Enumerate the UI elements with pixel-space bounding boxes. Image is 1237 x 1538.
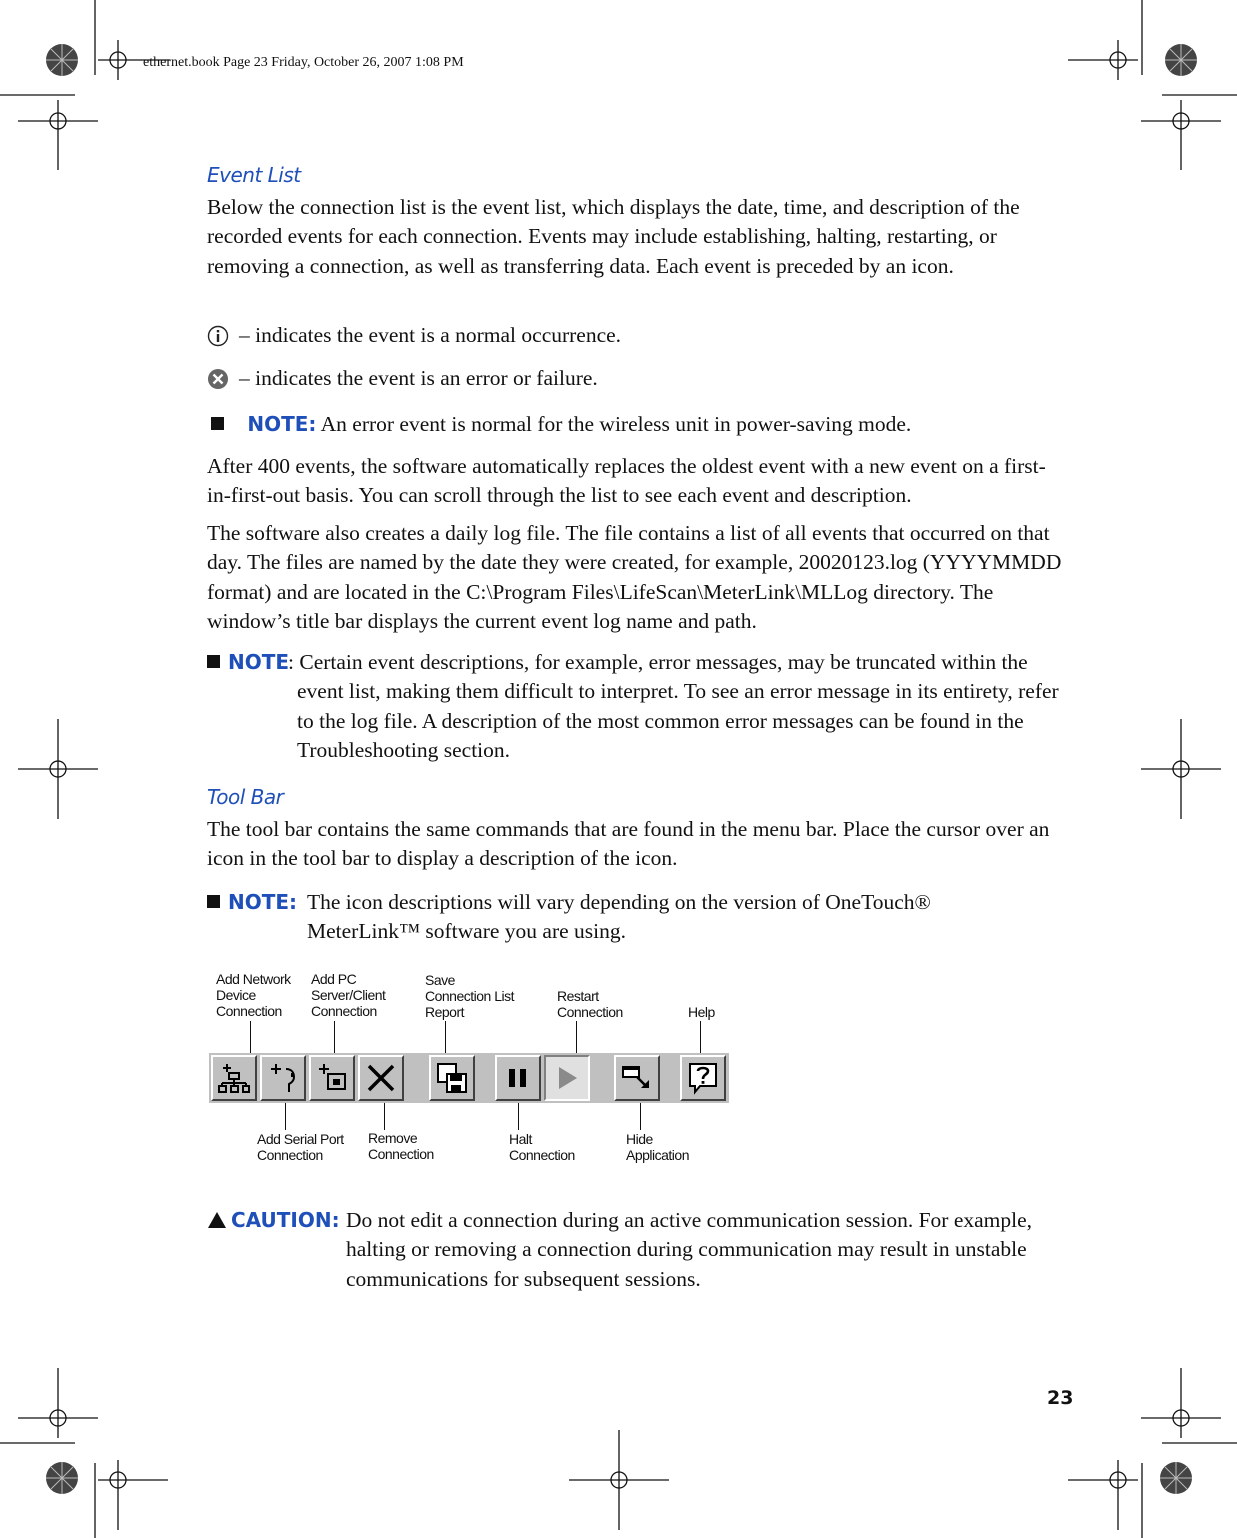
serial-port-icon	[266, 1061, 300, 1095]
restart-connection-button[interactable]	[544, 1055, 590, 1101]
save-connection-list-button[interactable]	[429, 1055, 475, 1101]
info-event-legend	[207, 323, 621, 348]
info-event-text: – indicates the event is a normal occurrence.	[239, 323, 622, 347]
log-file-paragraph: The software also creates a daily log file. The file contains a list of all events that occurred on that day. The files are named by the date they were created, for example, 20020123.log (YYYYMMDD format) and are located in the C:\Program Files\LifeScan\MeterLink\MLLog directory. The window’s title bar displays the current event log name and path.	[207, 521, 1062, 633]
note-power-saving	[211, 410, 911, 439]
running-head: ethernet.book Page 23 Friday, October 26, 2007 1:08 PM	[143, 55, 464, 70]
label-add-network: Add Network Device Connection	[216, 971, 291, 1019]
leader-line	[700, 1021, 701, 1053]
note-text: An error event is normal for the wireless unit in power-saving mode.	[320, 412, 912, 436]
error-icon	[207, 368, 229, 390]
help-button[interactable]	[680, 1055, 726, 1101]
hide-window-icon	[620, 1061, 654, 1095]
caution-label: CAUTION:	[231, 1208, 340, 1232]
halt-connection-button[interactable]	[495, 1055, 541, 1101]
event-list-intro: Below the connection list is the event list, which displays the date, time, and description of the recorded events for each connection. Events may include establishing, halting, restarting, or removing a connection, as well as transferring data. Each event is preceded by an icon.	[207, 195, 1020, 278]
label-add-pc: Add PC Server/Client Connection	[311, 971, 386, 1019]
event-list-heading: Event List	[207, 163, 301, 187]
tool-bar-intro: The tool bar contains the same commands that are found in the menu bar. Place the cursor over an icon in the tool bar to display a description of the icon.	[207, 817, 1050, 871]
note-versions-label	[207, 888, 297, 917]
toolbar	[209, 1053, 729, 1103]
page-number: 23	[1047, 1387, 1074, 1409]
leader-line	[445, 1021, 446, 1053]
label-add-serial: Add Serial Port Connection	[257, 1131, 344, 1163]
label-save: Save Connection List Report	[425, 972, 515, 1020]
label-hide: Hide Application	[626, 1131, 689, 1163]
leader-line	[384, 1103, 385, 1130]
leader-line	[250, 1021, 251, 1053]
label-halt: Halt Connection	[509, 1131, 575, 1163]
note-truncated-label	[207, 648, 289, 677]
label-help: Help	[688, 1004, 715, 1020]
help-question-icon	[686, 1061, 720, 1095]
note-label: NOTE:	[228, 890, 298, 914]
remove-connection-button[interactable]	[358, 1055, 404, 1101]
caution-text: Do not edit a connection during an active communication session. For example, halting or removing a connection during communication may result in unstable communications for subsequent sessions.	[346, 1208, 1033, 1291]
event-limit-paragraph: After 400 events, the software automatically replaces the oldest event with a new event on a first-in-first-out basis. You can scroll through the list to see each event and description.	[207, 454, 1046, 508]
pause-icon	[501, 1061, 535, 1095]
label-restart: Restart Connection	[557, 988, 623, 1020]
save-floppy-icon	[435, 1061, 469, 1095]
hide-application-button[interactable]	[614, 1055, 660, 1101]
error-event-text: – indicates the event is an error or failure.	[239, 366, 598, 390]
note-truncated-text: : Certain event descriptions, for example, error messages, may be truncated within the event list, making them difficult to interpret. To see an error message in its entirety, refer to the log file. A description of the most common error messages can be found in the Troubleshooting section.	[288, 650, 1059, 762]
info-icon	[207, 325, 229, 347]
remove-x-icon	[364, 1061, 398, 1095]
leader-line	[334, 1021, 335, 1053]
leader-line	[640, 1103, 641, 1130]
note-label: NOTE:	[247, 412, 317, 436]
label-remove: Remove Connection	[368, 1130, 434, 1162]
add-network-device-button[interactable]	[211, 1055, 257, 1101]
tool-bar-heading: Tool Bar	[207, 785, 284, 809]
bullet-square	[211, 417, 224, 430]
play-icon	[550, 1061, 584, 1095]
bullet-square	[207, 895, 220, 908]
note-versions-text: The icon descriptions will vary depending on the version of OneTouch® MeterLink™ software you are using.	[307, 890, 931, 944]
bullet-square	[207, 655, 220, 668]
caution-label-line	[207, 1206, 340, 1235]
leader-line	[518, 1103, 519, 1130]
note-label: NOTE	[228, 650, 290, 674]
leader-line	[576, 1021, 577, 1053]
leader-line	[285, 1103, 286, 1130]
add-serial-port-button[interactable]	[260, 1055, 306, 1101]
add-pc-server-client-button[interactable]	[309, 1055, 355, 1101]
caution-triangle-icon	[207, 1211, 227, 1229]
error-event-legend	[207, 366, 598, 391]
pc-server-client-icon	[315, 1061, 349, 1095]
network-device-icon	[217, 1061, 251, 1095]
